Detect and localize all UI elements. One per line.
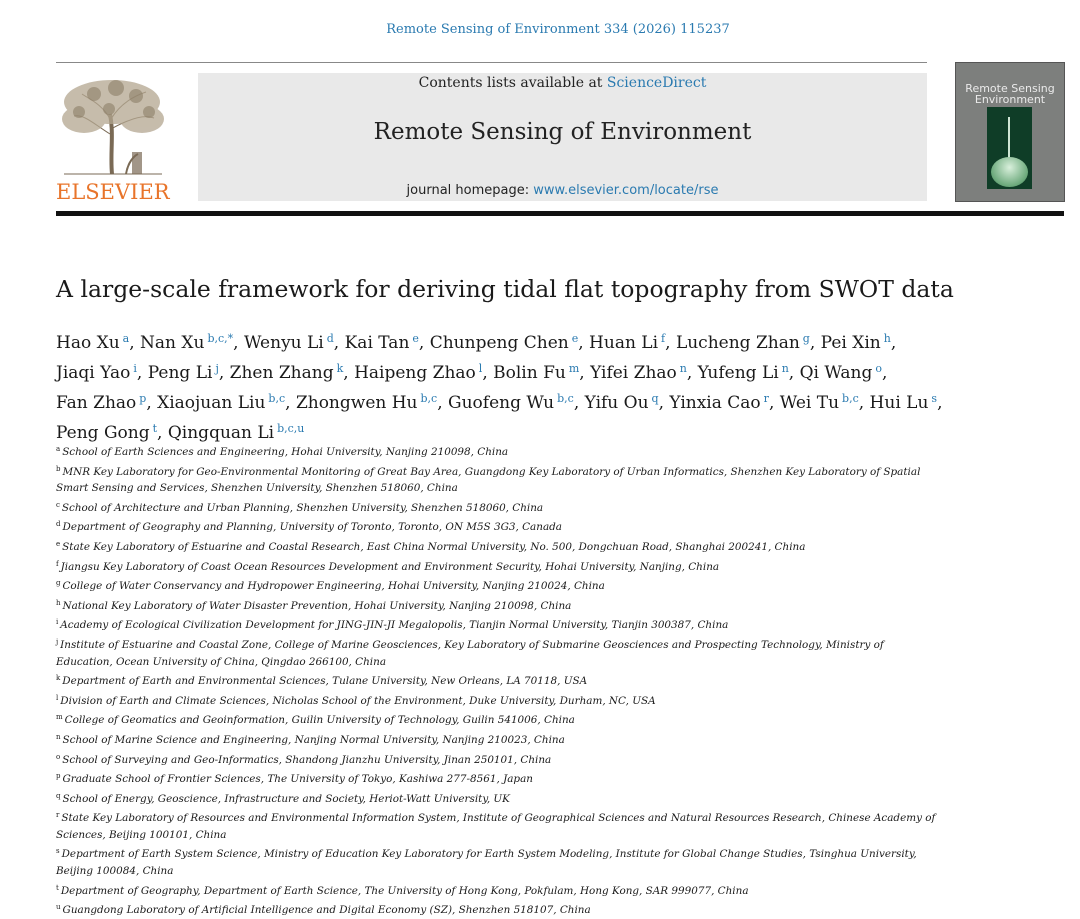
- affiliation-text: College of Water Conservancy and Hydropower Engineering, Hohai University, Nanjing 210024, China: [62, 580, 605, 593]
- author-name-text: Haipeng Zhao: [354, 363, 476, 383]
- affiliation-key: m: [56, 713, 63, 722]
- affiliation-text: School of Surveying and Geo-Informatics, Shandong Jianzhu University, Jinan 250101, China: [62, 753, 552, 766]
- affiliation-item: [56, 670, 936, 690]
- author-name-text: Fan Zhao: [56, 393, 137, 413]
- affiliation-item: [56, 843, 936, 879]
- affiliation-item: [56, 788, 936, 808]
- affiliation-key: j: [56, 637, 59, 646]
- affiliation-item: [56, 595, 936, 615]
- affiliation-item: [56, 441, 936, 461]
- author-affiliation-marker[interactable]: a: [122, 332, 130, 345]
- author-name-text: Hao Xu: [56, 333, 120, 353]
- affiliation-key: n: [56, 732, 61, 741]
- affiliation-item: [56, 536, 936, 556]
- author-affiliation-marker[interactable]: n: [679, 362, 687, 375]
- author-name-text: Kai Tan: [344, 333, 410, 353]
- author-list: Hao Xu $^a$, Nan Xu $^{b,c,*}$, Wenyu Li $^d$, Kai Tan $^e$, Chunpeng Chen $^e$, Huan Li $^f$, Lucheng Zhan $^g$, Pei Xin $^h$, Jiaqi Yao $^i$, Peng Li $^j$, Zhen Zhang $^k$, Haipeng Zhao $^l$, Bolin Fu $^m$, Yifei Zhao $^n$, Yufeng Li $^n$, Qi Wang $^o$, Fan Zhao $^p$, Xiaojuan Liu $^{b,c}$, Zhongwen Hu $^{b,c}$, Guofeng Wu $^{b,c}$, Yifu Ou $^q$, Yinxia Cao $^r$, Wei Tu $^{b,c}$, Hui Lu $^s$, Peng Gong $^t$, Qingquan Li $^{b,c,u}$: [56, 332, 943, 443]
- author-name-text: Huan Li: [589, 333, 659, 353]
- affiliation-text: Guangdong Laboratory of Artificial Intelligence and Digital Economy (SZ), Shenzhen 518107, China: [62, 904, 591, 917]
- author-name-text: Pei Xin: [820, 333, 881, 353]
- author-name-text: Yufeng Li: [697, 363, 779, 383]
- author-affiliation-marker[interactable]: b,c: [842, 392, 859, 405]
- affiliation-key: q: [56, 791, 61, 800]
- affiliation-key: a: [56, 445, 61, 453]
- author-name-text: Yinxia Cao: [669, 393, 761, 413]
- affiliation-item: [56, 516, 936, 536]
- author-name-text: Lucheng Zhan: [675, 333, 800, 353]
- affiliation-text: School of Earth Sciences and Engineering, Hohai University, Nanjing 210098, China: [62, 446, 509, 458]
- author-affiliation-marker[interactable]: n: [781, 362, 789, 375]
- author-name-text: Qingquan Li: [167, 423, 275, 443]
- article-title: A large-scale framework for deriving tidal flat topography from SWOT data: [56, 275, 954, 303]
- affiliation-text: Department of Geography and Planning, University of Toronto, Toronto, ON M5S 3G3, Canada: [62, 521, 562, 534]
- author-name-text: Bolin Fu: [493, 363, 566, 383]
- publisher-logo-text: ELSEVIER: [56, 180, 170, 204]
- cover-stem-shape: [1008, 117, 1010, 162]
- journal-cover-image[interactable]: [955, 62, 1065, 202]
- affiliation-item: [56, 461, 936, 497]
- affiliation-key: o: [56, 752, 61, 761]
- affiliation-item: [56, 556, 936, 576]
- author-affiliation-marker[interactable]: b,c: [268, 392, 286, 405]
- affiliation-key: p: [56, 772, 61, 781]
- author-name[interactable]: [56, 333, 129, 353]
- cover-illustration: [987, 107, 1032, 189]
- affiliation-item: [56, 575, 936, 595]
- author-affiliation-marker[interactable]: h: [883, 332, 891, 345]
- author-affiliation-marker[interactable]: q: [651, 392, 659, 405]
- author-name[interactable]: [821, 333, 891, 353]
- affiliation-text: Graduate School of Frontier Sciences, The University of Tokyo, Kashiwa 277-8561, Japan: [62, 773, 533, 786]
- cover-orb-shape: [991, 157, 1028, 187]
- affiliation-key: r: [56, 811, 60, 820]
- author-affiliation-marker[interactable]: r: [763, 392, 769, 405]
- author-name-text: Hui Lu: [869, 393, 929, 413]
- contents-line: [198, 75, 927, 91]
- affiliation-item: [56, 899, 936, 919]
- author-name-text: Qi Wang: [799, 363, 873, 383]
- author-name[interactable]: [698, 363, 789, 383]
- author-affiliation-marker[interactable]: t: [152, 422, 158, 435]
- author-name[interactable]: [168, 423, 305, 443]
- header-divider: [56, 211, 1064, 216]
- contents-prefix: Contents lists available at: [418, 75, 607, 91]
- affiliation-text: State Key Laboratory of Estuarine and Coastal Research, East China Normal University, No. 500, Dongchuan Road, Shanghai 200241, China: [62, 540, 806, 553]
- affiliation-text: Academy of Ecological Civilization Development for JING-JIN-JI Megalopolis, Tianjin Normal University, Tianjin 300387, China: [60, 619, 729, 632]
- author-affiliation-marker[interactable]: f: [661, 332, 666, 345]
- author-name[interactable]: [56, 363, 137, 383]
- author-name-text: Jiaqi Yao: [56, 363, 131, 383]
- author-name[interactable]: [589, 333, 665, 353]
- author-affiliation-marker[interactable]: b,c,*: [207, 332, 234, 345]
- author-name[interactable]: [870, 393, 938, 413]
- author-name-text: Nan Xu: [140, 333, 205, 353]
- author-affiliation-marker[interactable]: b,c: [557, 392, 574, 405]
- author-name-text: Wenyu Li: [243, 333, 324, 353]
- author-name-text: Yifei Zhao: [590, 363, 677, 383]
- affiliation-text: State Key Laboratory of Resources and Environmental Information System, Institute of Geographical Sciences and Natural Resources Research, Chinese Academy of Sciences, Beijing 100101, China: [56, 812, 936, 841]
- author-affiliation-marker[interactable]: d: [326, 332, 334, 345]
- author-affiliation-marker[interactable]: s: [931, 392, 938, 405]
- affiliation-text: Institute of Estuarine and Coastal Zone, College of Marine Geosciences, Key Laboratory of Submarine Geosciences and Prospecting Technology, Ministry of Education, Ocean University of China, Qingdao 266100, China: [56, 638, 884, 668]
- author-affiliation-marker[interactable]: l: [478, 362, 483, 375]
- affiliation-key: t: [56, 883, 59, 892]
- affiliation-key: s: [56, 847, 60, 856]
- journal-homepage-link[interactable]: www.elsevier.com/locate/rse: [533, 183, 719, 198]
- affiliation-text: College of Geomatics and Geoinformation, Guilin University of Technology, Guilin 541006, China: [64, 714, 575, 727]
- author-name[interactable]: [148, 363, 219, 383]
- author-affiliation-marker[interactable]: g: [802, 332, 810, 345]
- author-name-text: Zhongwen Hu: [295, 393, 418, 413]
- affiliation-key: i: [56, 618, 59, 627]
- author-name-text: Xiaojuan Liu: [157, 393, 266, 413]
- author-name[interactable]: [493, 363, 579, 383]
- sciencedirect-link[interactable]: ScienceDirect: [606, 75, 707, 91]
- author-affiliation-marker[interactable]: i: [133, 362, 137, 375]
- author-name-text: Guofeng Wu: [448, 393, 555, 413]
- author-name[interactable]: [430, 333, 579, 353]
- affiliation-item: [56, 768, 936, 788]
- affiliation-key: k: [56, 674, 61, 683]
- affiliation-item: [56, 497, 936, 517]
- homepage-prefix: journal homepage:: [406, 183, 534, 198]
- author-affiliation-marker[interactable]: p: [139, 392, 147, 405]
- author-name[interactable]: [669, 393, 769, 413]
- author-name[interactable]: [56, 393, 146, 413]
- affiliation-key: c: [56, 500, 60, 509]
- affiliation-list: [56, 441, 936, 919]
- journal-citation[interactable]: Remote Sensing of Environment 334 (2026) 115237: [386, 22, 730, 37]
- affiliation-item: [56, 880, 936, 900]
- author-name[interactable]: [354, 363, 482, 383]
- author-name[interactable]: [157, 393, 285, 413]
- affiliation-key: d: [56, 520, 61, 529]
- author-name[interactable]: [230, 363, 344, 383]
- author-name[interactable]: [140, 333, 233, 353]
- author-affiliation-marker[interactable]: k: [336, 362, 344, 375]
- author-affiliation-marker[interactable]: b,c: [420, 392, 438, 405]
- affiliation-key: u: [56, 903, 61, 912]
- author-name[interactable]: [244, 333, 334, 353]
- author-affiliation-marker[interactable]: b,c,u: [277, 422, 305, 435]
- affiliation-text: School of Energy, Geoscience, Infrastructure and Society, Heriot-Watt University, UK: [62, 792, 510, 805]
- affiliation-item: [56, 729, 936, 749]
- author-name-text: Chunpeng Chen: [429, 333, 569, 353]
- affiliation-item: [56, 709, 936, 729]
- author-name[interactable]: [590, 363, 687, 383]
- author-name[interactable]: [448, 393, 574, 413]
- affiliation-text: Division of Earth and Climate Sciences, Nicholas School of the Environment, Duke University, Durham, NC, USA: [60, 694, 656, 707]
- homepage-line: [198, 183, 927, 198]
- author-name-text: Yifu Ou: [584, 393, 649, 413]
- author-name[interactable]: [56, 423, 157, 443]
- affiliation-text: Department of Geography, Department of Earth Science, The University of Hong Kong, Pokfulam, Hong Kong, SAR 999077, China: [60, 884, 749, 897]
- affiliation-item: [56, 807, 936, 843]
- author-affiliation-marker[interactable]: e: [571, 332, 579, 345]
- affiliation-key: b: [56, 464, 61, 473]
- affiliation-key: h: [56, 598, 61, 607]
- affiliation-text: School of Architecture and Urban Planning, Shenzhen University, Shenzhen 518060, China: [61, 501, 544, 514]
- author-name[interactable]: [676, 333, 810, 353]
- affiliation-item: [56, 634, 936, 670]
- author-name[interactable]: [780, 393, 859, 413]
- affiliation-key: f: [56, 559, 59, 568]
- top-divider: [56, 62, 927, 63]
- author-name[interactable]: [585, 393, 659, 413]
- affiliation-key: l: [56, 693, 59, 702]
- affiliation-text: MNR Key Laboratory for Geo-Environmental Monitoring of Great Bay Area, Guangdong Key Laboratory of Urban Informatics, Shenzhen Key Laboratory of Spatial Smart Sensing and Services, Shenzhen University, Shenzhen 518060, China: [56, 465, 921, 495]
- affiliation-item: [56, 614, 936, 634]
- affiliation-key: e: [56, 539, 61, 548]
- journal-banner: [198, 73, 927, 201]
- author-affiliation-marker[interactable]: m: [568, 362, 580, 375]
- affiliation-text: National Key Laboratory of Water Disaster Prevention, Hohai University, Nanjing 210098, China: [62, 599, 572, 612]
- affiliation-text: Department of Earth and Environmental Sciences, Tulane University, New Orleans, LA 70118, USA: [62, 675, 588, 688]
- cover-title: Remote Sensing Environment: [965, 82, 1055, 106]
- author-name[interactable]: [800, 363, 882, 383]
- affiliation-item: [56, 749, 936, 769]
- affiliation-text: Department of Earth System Science, Ministry of Education Key Laboratory for Earth System Modeling, Institute for Global Change Studies, Tsinghua University, Beijing 100084, China: [56, 848, 917, 878]
- author-affiliation-marker[interactable]: e: [412, 332, 419, 345]
- affiliation-text: Jiangsu Key Laboratory of Coast Ocean Resources Development and Environment Security, Hohai University, Nanjing, China: [60, 560, 720, 573]
- journal-title: Remote Sensing of Environment: [373, 119, 752, 145]
- author-name-text: Peng Gong: [56, 423, 150, 443]
- affiliation-key: g: [56, 579, 61, 588]
- author-affiliation-marker[interactable]: o: [875, 362, 882, 375]
- author-name-text: Peng Li: [147, 363, 213, 383]
- author-name-text: Wei Tu: [779, 393, 840, 413]
- author-name[interactable]: [296, 393, 437, 413]
- author-name-text: Zhen Zhang: [229, 363, 334, 383]
- affiliation-item: [56, 690, 936, 710]
- affiliation-text: School of Marine Science and Engineering, Nanjing Normal University, Nanjing 210023, China: [62, 733, 565, 746]
- author-affiliation-marker[interactable]: j: [215, 362, 219, 375]
- author-name[interactable]: [345, 333, 419, 353]
